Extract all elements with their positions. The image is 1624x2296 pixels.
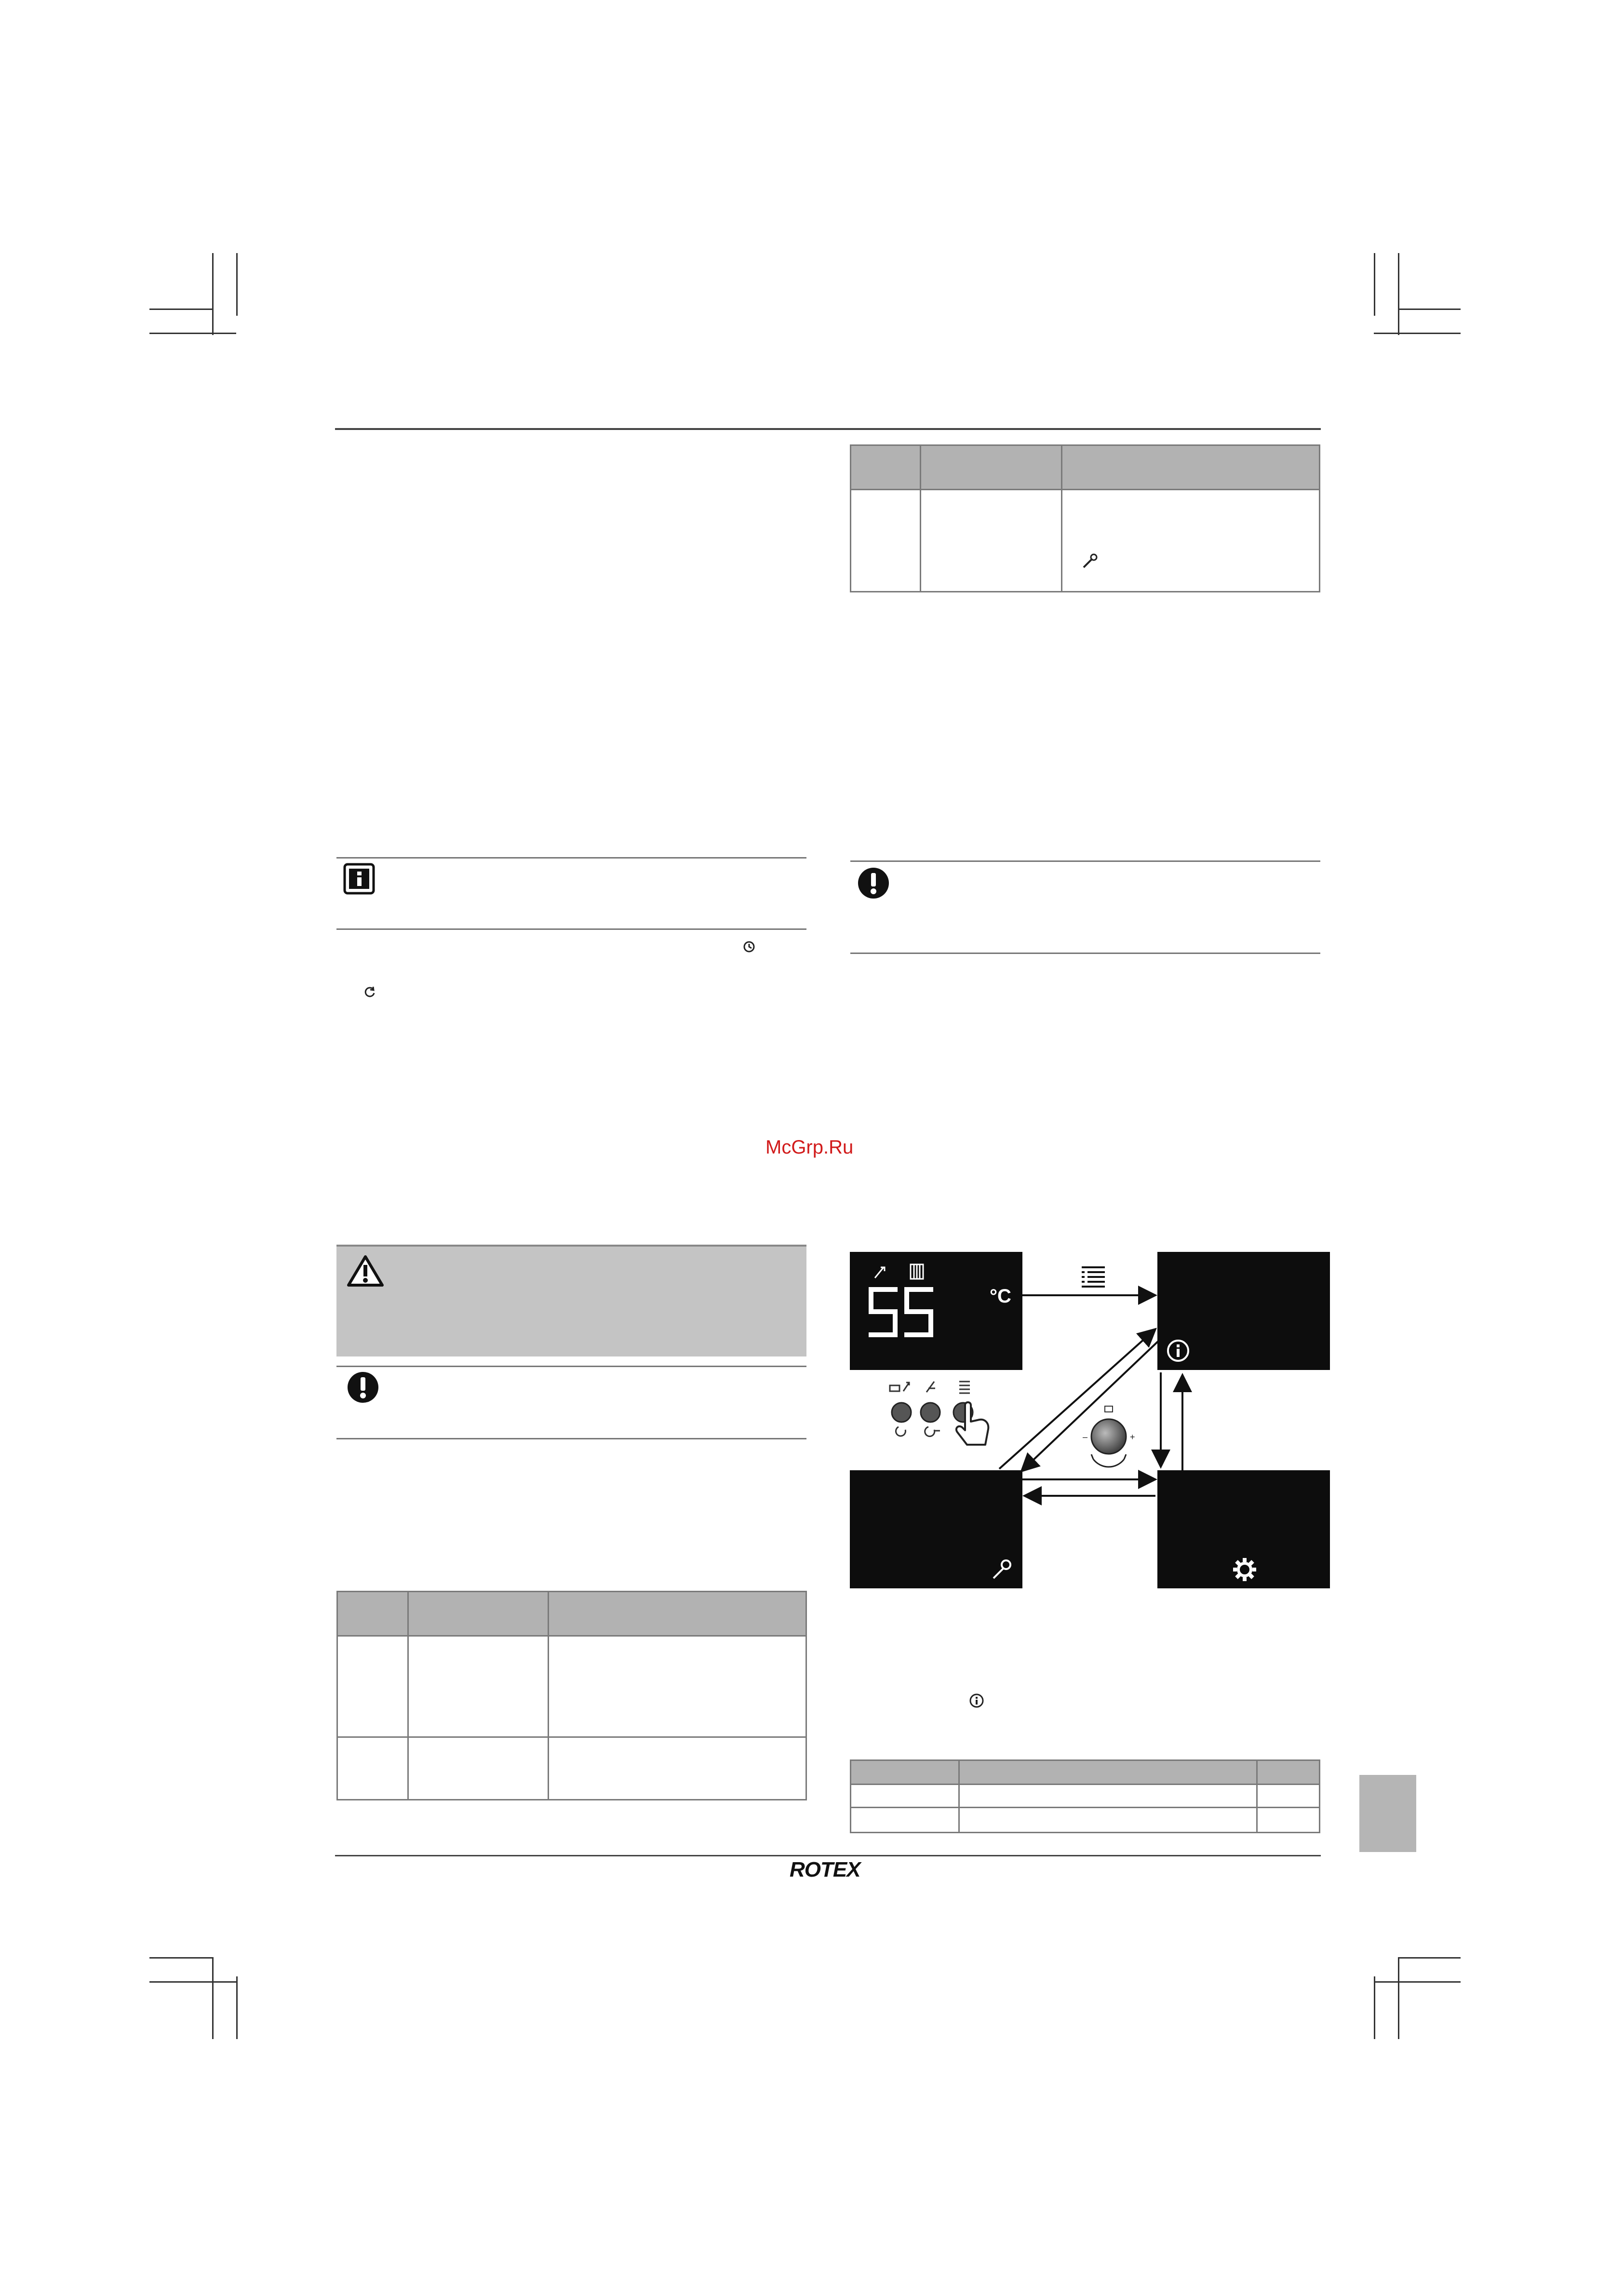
- crop-mark: [149, 1981, 236, 1983]
- note-rule: [336, 1438, 806, 1439]
- crop-mark: [1398, 1957, 1461, 1959]
- chapter-tab: [1359, 1775, 1416, 1852]
- parameter-table-left: [336, 1591, 807, 1800]
- crop-mark: [1374, 1976, 1375, 2039]
- temperature-unit: °C: [990, 1286, 1011, 1307]
- crop-mark: [149, 309, 212, 310]
- crop-mark: [1374, 333, 1461, 334]
- crop-mark: [1398, 1957, 1399, 2039]
- note-rule: [336, 1366, 806, 1367]
- reset-icon: [363, 985, 377, 999]
- info-circle-icon: [969, 1693, 984, 1708]
- crop-mark: [1398, 253, 1399, 335]
- svg-text:+: +: [1130, 1432, 1135, 1442]
- exclamation-circle-icon: [857, 866, 890, 900]
- brand-logo: ROTEX: [790, 1858, 860, 1881]
- crop-mark: [212, 253, 214, 335]
- crop-mark: [212, 1957, 214, 2039]
- watermark: McGrp.Ru: [765, 1137, 854, 1158]
- rotary-knob-icon: [1080, 1405, 1138, 1473]
- crop-mark: [1374, 1981, 1461, 1983]
- note-rule: [336, 928, 806, 930]
- crop-mark: [1374, 253, 1375, 316]
- hand-pointer-icon: [951, 1400, 994, 1449]
- note-rule: [850, 953, 1320, 954]
- header-rule: [335, 428, 1321, 430]
- crop-mark: [1398, 309, 1461, 310]
- parameter-table-right: [850, 1759, 1320, 1833]
- crop-mark: [236, 253, 238, 316]
- note-rule: [336, 857, 806, 859]
- crop-mark: [149, 1957, 212, 1959]
- clock-icon: [742, 940, 756, 953]
- warning-triangle-icon: [346, 1254, 385, 1288]
- exclamation-circle-icon: [346, 1370, 380, 1404]
- warning-box: [336, 1245, 806, 1356]
- svg-text:–: –: [1083, 1432, 1088, 1442]
- parameter-table-top: [850, 444, 1320, 592]
- footer-rule: [335, 1855, 1321, 1856]
- crop-mark: [236, 1976, 238, 2039]
- note-rule: [850, 860, 1320, 862]
- crop-mark: [149, 333, 236, 334]
- info-square-icon: [343, 863, 375, 895]
- wrench-icon: [1082, 553, 1098, 569]
